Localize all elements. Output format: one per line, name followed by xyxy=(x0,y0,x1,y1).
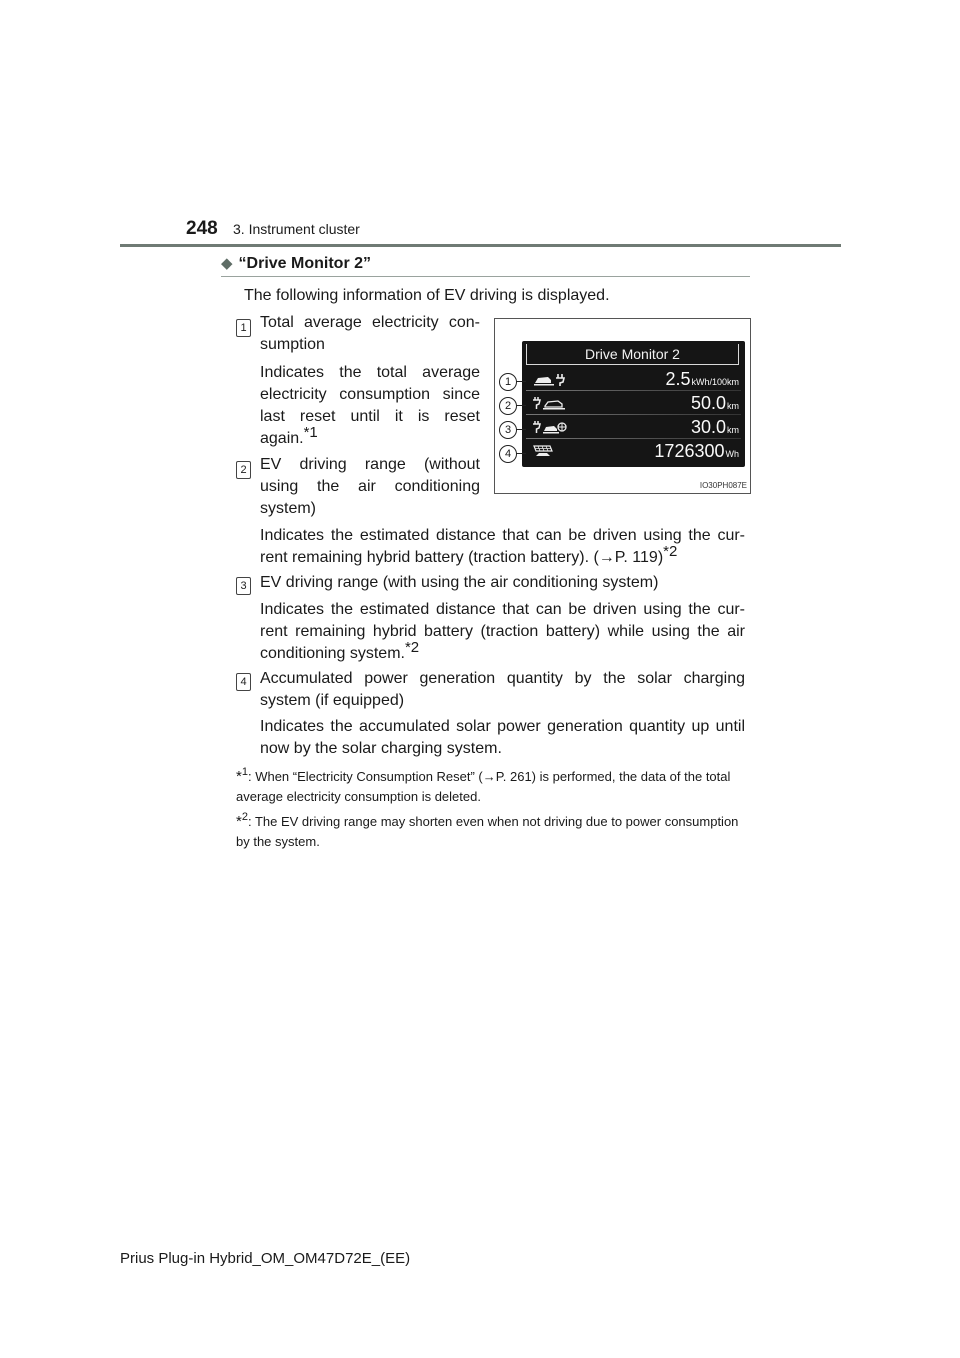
ev-consumption-icon xyxy=(532,371,568,387)
ev-range-ac-icon xyxy=(532,419,568,435)
section-title-text: “Drive Monitor 2” xyxy=(238,255,372,272)
item-2-body xyxy=(260,525,745,569)
header-divider xyxy=(120,244,841,247)
callout-line xyxy=(516,429,526,430)
footnote-ref-2: *2 xyxy=(663,543,678,560)
consumption-value xyxy=(665,369,739,390)
footnote-2-num: 2 xyxy=(241,811,248,823)
section-title xyxy=(221,254,371,273)
footnote-1-num: 1 xyxy=(241,766,248,778)
section-divider xyxy=(221,276,750,277)
item-3-heading: EV driving range (with using the air conditioning system) xyxy=(260,574,659,591)
solar-panel-icon xyxy=(532,443,568,459)
page-number: 248 xyxy=(186,218,218,239)
footnote-1-text: : When “Electricity Consumption Reset” (→P. 261) is performed, the data of the total average electricity consumption is deleted. xyxy=(236,769,731,804)
monitor-row-solar xyxy=(526,441,741,463)
item-4-body: Indicates the accumulated solar power generation quantity up until now by the solar charging system. xyxy=(260,718,745,757)
item-2-heading: EV driving range (without using the air conditioning system) xyxy=(260,456,480,517)
consumption-number: 2.5 xyxy=(665,369,691,389)
item-3-body xyxy=(260,599,745,665)
item-4-heading: Accumulated power generation quantity by the solar charging system (if equipped) xyxy=(260,670,745,709)
item-1-heading: Total average electricity con-sumption xyxy=(260,314,480,353)
range-no-ac-number: 50.0 xyxy=(690,393,726,413)
chapter-title: 3. Instrument cluster xyxy=(233,221,360,237)
figure-code: IO30PH087E xyxy=(699,481,747,490)
row-separator xyxy=(526,390,741,391)
callout-line xyxy=(516,381,526,382)
footnote-2 xyxy=(236,812,746,852)
solar-value xyxy=(654,441,739,462)
diamond-bullet-icon: ◆ xyxy=(221,255,233,272)
ev-range-icon xyxy=(532,395,568,411)
item-number-1: 1 xyxy=(236,319,251,337)
item-1-body-text: Indicates the total average electricity consumption since last reset until it is reset again. xyxy=(260,364,480,447)
callout-line xyxy=(516,453,526,454)
monitor-row-range-no-ac xyxy=(526,393,741,415)
footnote-1 xyxy=(236,767,746,807)
intro-text: The following information of EV driving is displayed. xyxy=(244,287,610,304)
range-ac-unit: km xyxy=(727,425,739,435)
monitor-row-consumption xyxy=(526,369,741,391)
drive-monitor-figure xyxy=(494,318,751,494)
consumption-unit: kWh/100km xyxy=(691,377,739,387)
monitor-row-range-ac xyxy=(526,417,741,439)
item-number-2: 2 xyxy=(236,461,251,479)
callout-2: 2 xyxy=(499,397,517,415)
item-number-3: 3 xyxy=(236,577,251,595)
item-3-body-text: Indicates the estimated distance that can be driven using the cur-rent remaining hybrid battery (traction battery) while using the air conditioning system. xyxy=(260,601,745,662)
callout-3: 3 xyxy=(499,421,517,439)
solar-number: 1726300 xyxy=(654,441,725,461)
range-ac-number: 30.0 xyxy=(690,417,726,437)
footnote-2-mark: * xyxy=(236,813,242,830)
row-separator xyxy=(526,414,741,415)
solar-unit: Wh xyxy=(725,449,739,459)
callout-line xyxy=(516,405,526,406)
footnote-ref-1: *1 xyxy=(303,424,318,441)
range-no-ac-unit: km xyxy=(727,401,739,411)
item-number-4: 4 xyxy=(236,673,251,691)
callout-4: 4 xyxy=(499,445,517,463)
range-ac-value xyxy=(691,417,739,438)
footer-doc-id: Prius Plug-in Hybrid_OM_OM47D72E_(EE) xyxy=(120,1250,411,1267)
screen-title: Drive Monitor 2 xyxy=(526,344,739,365)
footnote-ref-3: *2 xyxy=(404,639,420,656)
footnote-1-mark: * xyxy=(236,768,242,785)
footnote-2-text: : The EV driving range may shorten even when not driving due to power consumption by the system. xyxy=(236,814,739,849)
range-no-ac-value xyxy=(691,393,739,414)
item-2-body-text: Indicates the estimated distance that can be driven using the cur-rent remaining hybrid battery (traction battery). (→P. 119) xyxy=(260,527,745,566)
drive-monitor-screen xyxy=(522,341,745,467)
item-1-body xyxy=(260,362,480,450)
callout-1: 1 xyxy=(499,373,517,391)
row-separator xyxy=(526,438,741,439)
